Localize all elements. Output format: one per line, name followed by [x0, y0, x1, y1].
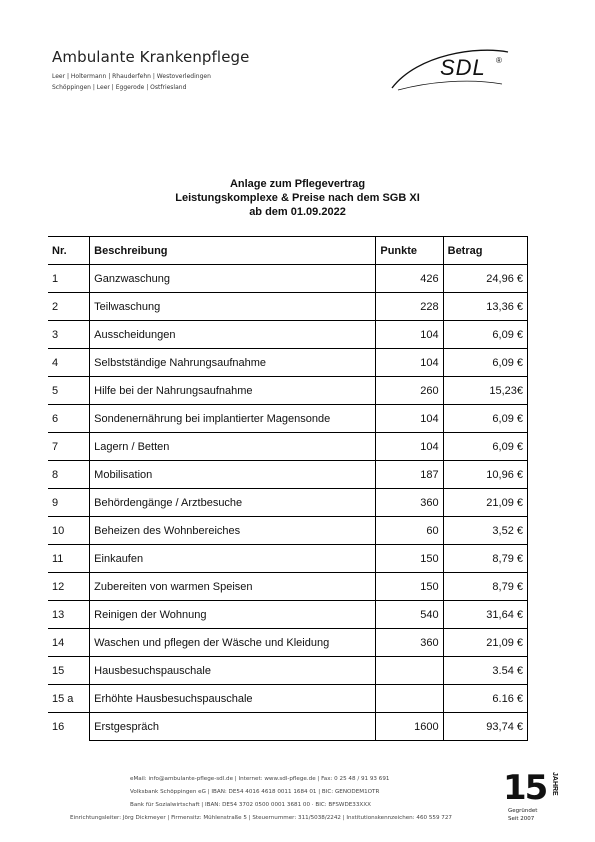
table-row [48, 265, 528, 293]
row-description: Reinigen der Wohnung [90, 601, 376, 629]
row-amount: 93,74 € [443, 713, 527, 741]
row-description: Mobilisation [90, 461, 376, 489]
anniversary-jahre: JAHRE [551, 772, 558, 796]
table-row [48, 657, 528, 685]
row-description: Lagern / Betten [90, 433, 376, 461]
row-points: 187 [376, 461, 443, 489]
row-amount: 15,23€ [443, 377, 527, 405]
locations-line-1: Leer | Holtermann | Rhauderfehn | Westoverledingen [52, 73, 211, 80]
row-amount: 3.54 € [443, 657, 527, 685]
table-row [48, 293, 528, 321]
doc-title-line-1: Anlage zum Pflegevertrag [229, 178, 366, 190]
row-points: 426 [376, 265, 443, 293]
row-amount: 8,79 € [443, 573, 527, 601]
anniversary-number: 15 [503, 768, 547, 808]
table-row [48, 349, 528, 377]
row-description: Hausbesuchspauschale [90, 657, 376, 685]
table-row [48, 573, 528, 601]
row-nr: 9 [48, 489, 90, 517]
table-row [48, 713, 528, 741]
locations-line-2: Schöppingen | Leer | Eggerode | Ostfriesland [52, 84, 187, 91]
price-table [48, 236, 528, 741]
row-nr: 15 [48, 657, 90, 685]
anniversary-sub-2: Seit 2007 [508, 816, 535, 822]
header-amount: Betrag [443, 237, 527, 265]
row-nr: 7 [48, 433, 90, 461]
table-row [48, 685, 528, 713]
company-name: Ambulante Krankenpflege [52, 48, 250, 66]
row-description: Behördengänge / Arztbesuche [90, 489, 376, 517]
row-amount: 13,36 € [443, 293, 527, 321]
row-description: Erhöhte Hausbesuchspauschale [90, 685, 376, 713]
row-nr: 2 [48, 293, 90, 321]
row-amount: 6,09 € [443, 405, 527, 433]
row-description: Einkaufen [90, 545, 376, 573]
row-nr: 8 [48, 461, 90, 489]
footer-legal: Einrichtungsleiter: Jörg Dickmeyer | Firmensitz: Mühlenstraße 5 | Steuernummer: 311/5038/2242 | Institutionskennzeichen: 460 559 727 [70, 815, 452, 821]
row-points: 540 [376, 601, 443, 629]
table-row [48, 629, 528, 657]
row-points: 228 [376, 293, 443, 321]
row-points [376, 657, 443, 685]
row-description: Teilwaschung [90, 293, 376, 321]
row-nr: 1 [48, 265, 90, 293]
row-points: 104 [376, 349, 443, 377]
header-points: Punkte [376, 237, 443, 265]
row-nr: 16 [48, 713, 90, 741]
sdl-logo-text: SDL [440, 55, 486, 80]
row-description: Erstgespräch [90, 713, 376, 741]
row-points: 104 [376, 433, 443, 461]
table-row [48, 545, 528, 573]
table-row [48, 461, 528, 489]
row-points: 260 [376, 377, 443, 405]
row-points: 150 [376, 545, 443, 573]
header-description: Beschreibung [90, 237, 376, 265]
row-description: Sondenernährung bei implantierter Magensonde [90, 405, 376, 433]
row-nr: 11 [48, 545, 90, 573]
table-row [48, 377, 528, 405]
row-nr: 10 [48, 517, 90, 545]
row-nr: 6 [48, 405, 90, 433]
row-description: Ausscheidungen [90, 321, 376, 349]
row-amount: 6.16 € [443, 685, 527, 713]
row-nr: 4 [48, 349, 90, 377]
row-amount: 10,96 € [443, 461, 527, 489]
row-amount: 21,09 € [443, 489, 527, 517]
row-amount: 3,52 € [443, 517, 527, 545]
table-row [48, 433, 528, 461]
registered-mark: ® [496, 56, 502, 65]
footer-contact: eMail: info@ambulante-pflege-sdl.de | Internet: www.sdl-pflege.de | Fax: 0 25 48 / 91 93 691 [130, 776, 390, 782]
row-amount: 6,09 € [443, 349, 527, 377]
row-nr: 3 [48, 321, 90, 349]
row-description: Waschen und pflegen der Wäsche und Kleidung [90, 629, 376, 657]
row-description: Selbstständige Nahrungsaufnahme [90, 349, 376, 377]
row-amount: 24,96 € [443, 265, 527, 293]
row-amount: 21,09 € [443, 629, 527, 657]
row-points [376, 685, 443, 713]
row-amount: 8,79 € [443, 545, 527, 573]
row-description: Hilfe bei der Nahrungsaufnahme [90, 377, 376, 405]
row-amount: 6,09 € [443, 321, 527, 349]
row-points: 104 [376, 405, 443, 433]
row-nr: 14 [48, 629, 90, 657]
footer-bank-2: Bank für Sozialwirtschaft | IBAN: DE54 3702 0500 0001 3681 00 · BIC: BFSWDE33XXX [130, 802, 371, 808]
row-points: 360 [376, 489, 443, 517]
row-nr: 13 [48, 601, 90, 629]
table-row [48, 321, 528, 349]
row-points: 60 [376, 517, 443, 545]
header-nr: Nr. [48, 237, 90, 265]
row-amount: 31,64 € [443, 601, 527, 629]
doc-title-line-3: ab dem 01.09.2022 [249, 206, 346, 218]
anniversary-sub-1: Gegründet [508, 808, 538, 814]
table-row [48, 489, 528, 517]
row-description: Ganzwaschung [90, 265, 376, 293]
row-description: Zubereiten von warmen Speisen [90, 573, 376, 601]
table-row [48, 517, 528, 545]
row-points: 150 [376, 573, 443, 601]
row-nr: 15 a [48, 685, 90, 713]
row-amount: 6,09 € [443, 433, 527, 461]
row-nr: 12 [48, 573, 90, 601]
row-description: Beheizen des Wohnbereiches [90, 517, 376, 545]
table-row [48, 601, 528, 629]
row-points: 1600 [376, 713, 443, 741]
table-row [48, 405, 528, 433]
row-points: 360 [376, 629, 443, 657]
doc-title-line-2: Leistungskomplexe & Preise nach dem SGB XI [175, 192, 420, 204]
table-header-row [48, 237, 528, 265]
row-points: 104 [376, 321, 443, 349]
row-nr: 5 [48, 377, 90, 405]
footer-bank-1: Volksbank Schöppingen eG | IBAN: DE54 4016 4618 0011 1684 01 | BIC: GENODEM1OTR [130, 789, 380, 795]
